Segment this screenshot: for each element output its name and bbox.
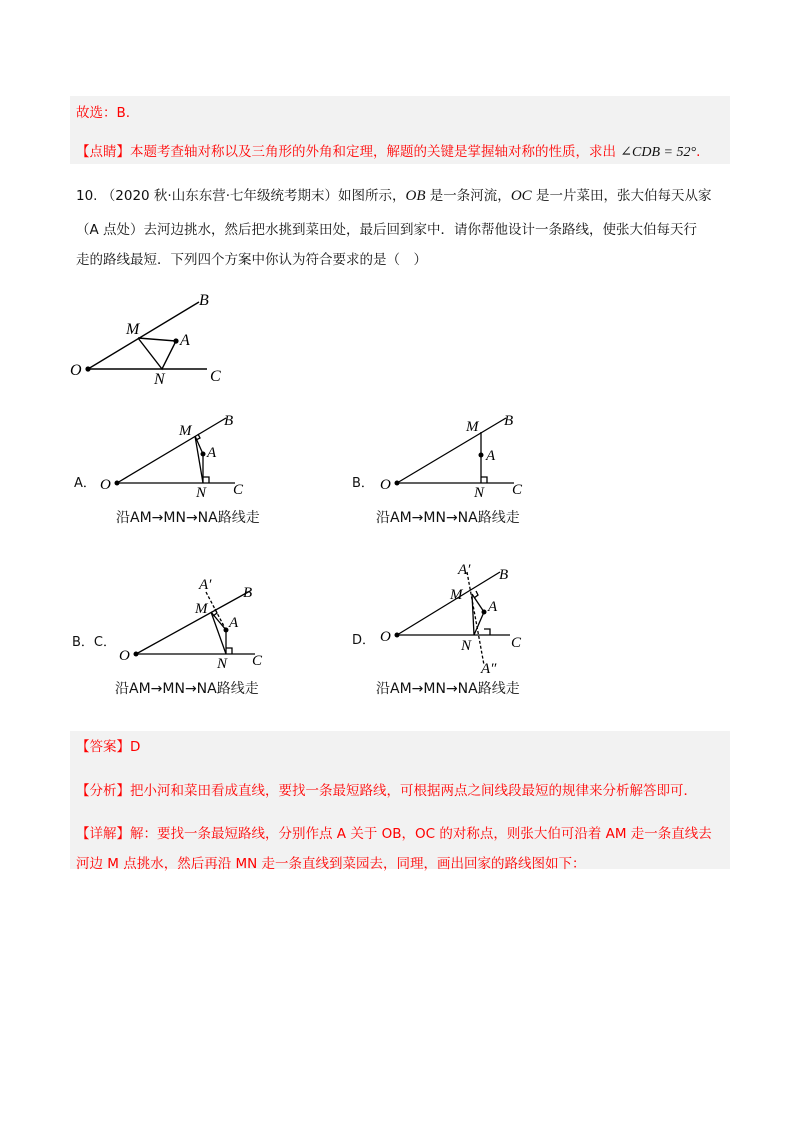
- opt-c-label-a: A: [229, 615, 239, 631]
- label-oc: OC: [510, 188, 532, 204]
- comment-formula: ∠CDB = 52°: [620, 145, 697, 160]
- question-text-mid: 是一条河流，: [425, 188, 511, 204]
- opt-d-label-aprime: A′: [458, 562, 471, 578]
- opt-d-label-a: A: [488, 599, 498, 615]
- opt-d-label-c: C: [511, 635, 522, 651]
- opt-d-label-b: B: [499, 567, 509, 583]
- answer-value: D: [130, 739, 141, 755]
- detail-line-2: 河边 M 点挑水，然后再沿 MN 走一条直线到菜园去，同理，画出回家的路线图如下：: [76, 856, 586, 872]
- analysis-tag: 【分析】: [76, 783, 130, 799]
- label-o: O: [70, 362, 82, 379]
- comment-text: 本题考查轴对称以及三角形的外角和定理，解题的关键是掌握轴对称的性质，求出: [130, 144, 616, 160]
- option-b-caption: 沿AM→MN→NA路线走: [376, 510, 520, 526]
- opt-c-label-o: O: [119, 648, 130, 664]
- opt-c-label-aprime: A′: [199, 577, 212, 593]
- answer-tag: 【答案】: [76, 739, 130, 755]
- option-b-figure: [380, 413, 523, 501]
- conclusion-text: 故选：B.: [76, 105, 131, 121]
- opt-a-label-a: A: [207, 445, 217, 461]
- opt-b-label-n: N: [474, 485, 485, 501]
- opt-b-label-o: O: [380, 477, 391, 493]
- opt-c-label-n: N: [217, 656, 228, 672]
- option-c-text: C．: [93, 635, 116, 650]
- option-c-figure: [119, 577, 263, 672]
- option-c-caption: 沿AM→MN→NA路线走: [115, 681, 259, 697]
- opt-b-label-b: B: [504, 413, 514, 429]
- answer-block: [70, 731, 730, 869]
- opt-d-label-adoubleprime: A″: [481, 661, 497, 677]
- comment-line: [76, 140, 700, 161]
- question-text-tail: 是一片菜田，张大伯每天从家: [531, 188, 712, 204]
- analysis-text: 把小河和菜田看成直线，要找一条最短路线，可根据两点之间线段最短的规律来分析解答即可．: [130, 783, 697, 799]
- opt-a-label-c: C: [233, 482, 244, 498]
- opt-c-label-m: M: [195, 601, 208, 617]
- question-line-2: （A 点处）去河边挑水，然后把水挑到菜田处，最后回到家中．请你帮他设计一条路线，使张大伯每天行: [76, 222, 698, 238]
- label-ob: OB: [405, 188, 426, 204]
- path-amna: [138, 338, 176, 369]
- question-source: （2020 秋·山东东营·七年级统考期末）如图所示，: [101, 188, 406, 204]
- opt-a-label-b: B: [224, 413, 234, 429]
- opt-a-label-m: M: [179, 423, 192, 439]
- label-n: N: [154, 371, 165, 388]
- opt-d-label-o: O: [380, 629, 391, 645]
- option-d-label[interactable]: D．: [352, 633, 376, 648]
- option-a-figure: [100, 413, 244, 501]
- option-d-caption: 沿AM→MN→NA路线走: [376, 681, 520, 697]
- detail-line-1: [76, 822, 712, 842]
- opt-a-label-o: O: [100, 477, 111, 493]
- option-a-label[interactable]: A．: [74, 476, 96, 491]
- opt-b-label-a: A: [486, 448, 496, 464]
- opt-d-label-n: N: [461, 638, 472, 654]
- label-a: A: [180, 332, 190, 349]
- label-b: B: [199, 292, 209, 309]
- detail-tag: 【详解】: [76, 826, 130, 842]
- comment-end: .: [696, 144, 701, 160]
- point-o: [85, 366, 90, 371]
- label-c: C: [210, 368, 221, 385]
- ray-ob: [88, 302, 199, 369]
- answer-line: [76, 735, 140, 755]
- comment-tag: 【点睛】: [76, 144, 130, 160]
- opt-b-label-c: C: [512, 482, 523, 498]
- option-d-figure: [380, 562, 522, 677]
- opt-d-label-m: M: [450, 587, 463, 603]
- option-b-label[interactable]: B．: [352, 476, 374, 491]
- question-line-3: 走的路线最短．下列四个方案中你认为符合要求的是（ ）: [76, 252, 427, 268]
- opt-a-label-n: N: [196, 485, 207, 501]
- point-a: [173, 338, 178, 343]
- opt-b-label-m: M: [466, 419, 479, 435]
- opt-c-label-b: B: [243, 585, 253, 601]
- detail-text-1: 解：要找一条最短路线，分别作点 A 关于 OB，OC 的对称点，则张大伯可沿着 AM 走一条直线去: [130, 826, 712, 842]
- question-line-1: [76, 184, 711, 205]
- analysis-line: [76, 779, 697, 799]
- option-c-label[interactable]: [72, 631, 116, 650]
- label-m: M: [126, 321, 140, 338]
- option-a-caption: 沿AM→MN→NA路线走: [116, 510, 260, 526]
- main-diagram: [88, 302, 207, 369]
- opt-c-label-c: C: [252, 653, 263, 669]
- question-number: 10.: [76, 188, 98, 204]
- option-c-prefix: B．: [72, 635, 94, 650]
